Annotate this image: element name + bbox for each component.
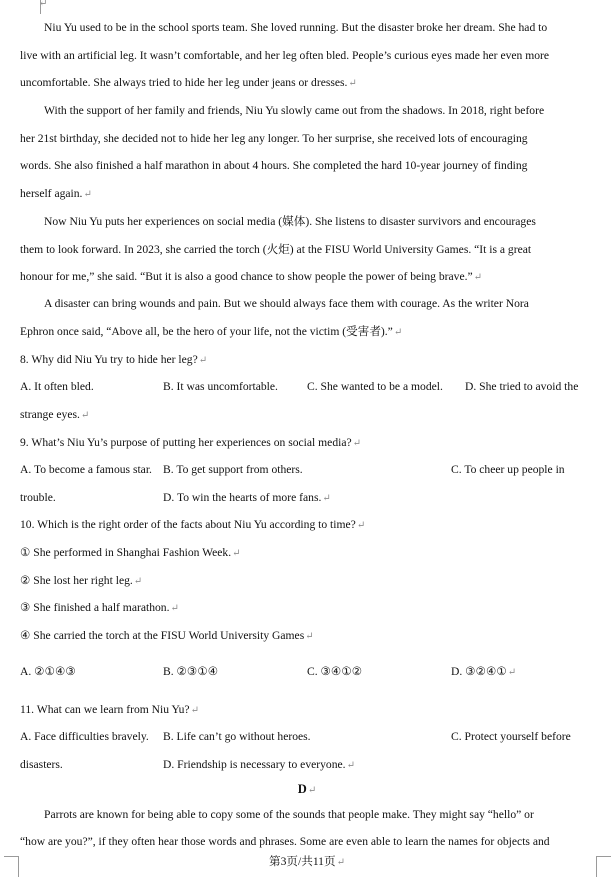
section-heading-d: D↵ [297, 782, 317, 796]
passage-line: With the support of her family and friends, Niu Yu slowly came out from the shadows. In 2018, right before [44, 104, 545, 117]
question-10-fact: ③ She finished a half marathon.↵ [20, 601, 179, 614]
question-11-option-d: D. Friendship is necessary to everyone.↵ [163, 758, 355, 771]
passage-d-line: “how are you?”, if they often hear those words and phrases. Some are even able to learn the names for objects and [20, 835, 550, 848]
question-11-stem: 11. What can we learn from Niu Yu?↵ [20, 703, 199, 716]
question-8-option-b: B. It was uncomfortable. [163, 380, 278, 393]
question-9-option-d: D. To win the hearts of more fans.↵ [163, 491, 331, 504]
question-10-fact: ② She lost her right leg.↵ [20, 574, 143, 587]
question-9-option-a: A. To become a famous star. [20, 463, 152, 476]
question-10-option-a: A. ②①④③ [20, 665, 76, 678]
passage-line: honour for me,” she said. “But it is also a good chance to show people the power of being brave.”↵ [20, 270, 483, 283]
question-9-stem: 9. What’s Niu Yu’s purpose of putting her experiences on social media?↵ [20, 436, 362, 449]
top-paragraph-mark: ↵ [39, 0, 48, 9]
passage-line: words. She also finished a half marathon in about 4 hours. She completed the hard 10-year journey of finding [20, 159, 528, 172]
passage-line: A disaster can bring wounds and pain. But we should always face them with courage. As the writer Nora [44, 297, 529, 310]
question-10-fact: ① She performed in Shanghai Fashion Week.↵ [20, 546, 241, 559]
passage-line: uncomfortable. She always tried to hide her leg under jeans or dresses.↵ [20, 76, 357, 89]
page-footer: 第3页/共11页↵ [269, 855, 345, 868]
question-11-option-c-continued: disasters. [20, 758, 63, 771]
question-10-option-d: D. ③②④①↵ [451, 665, 517, 678]
question-10-stem: 10. Which is the right order of the facts about Niu Yu according to time?↵ [20, 518, 366, 531]
passage-line: Ephron once said, “Above all, be the hero of your life, not the victim (受害者).”↵ [20, 325, 403, 338]
question-11-option-b: B. Life can’t go without heroes. [163, 730, 311, 743]
question-9-option-c-continued: trouble. [20, 491, 56, 504]
question-10-fact: ④ She carried the torch at the FISU World University Games↵ [20, 629, 314, 642]
question-8-option-a: A. It often bled. [20, 380, 94, 393]
question-11-option-c: C. Protect yourself before [451, 730, 571, 743]
passage-line: live with an artificial leg. It wasn’t comfortable, and her leg often bled. People’s curious eyes made her even more [20, 49, 550, 62]
question-8-option-d-continued: strange eyes.↵ [20, 408, 90, 421]
question-11-option-a: A. Face difficulties bravely. [20, 730, 149, 743]
passage-line: her 21st birthday, she decided not to hide her leg any longer. To her surprise, she received lots of encouraging [20, 132, 528, 145]
passage-d-line: Parrots are known for being able to copy some of the sounds that people make. They might say “hello” or [44, 808, 534, 821]
passage-line: Now Niu Yu puts her experiences on social media (媒体). She listens to disaster survivors and encourages [44, 215, 536, 228]
question-8-option-c: C. She wanted to be a model. [307, 380, 443, 393]
passage-line: them to look forward. In 2023, she carried the torch (火炬) at the FISU World University Games. “It is a great [20, 243, 532, 256]
passage-line: herself again.↵ [20, 187, 92, 200]
passage-line: Niu Yu used to be in the school sports team. She loved running. But the disaster broke her dream. She had to [44, 21, 548, 34]
question-9-option-b: B. To get support from others. [163, 463, 303, 476]
question-8-stem: 8. Why did Niu Yu try to hide her leg?↵ [20, 353, 208, 366]
question-9-option-c: C. To cheer up people in [451, 463, 565, 476]
question-10-option-c: C. ③④①② [307, 665, 363, 678]
question-8-option-d: D. She tried to avoid the [465, 380, 579, 393]
question-10-option-b: B. ②③①④ [163, 665, 219, 678]
